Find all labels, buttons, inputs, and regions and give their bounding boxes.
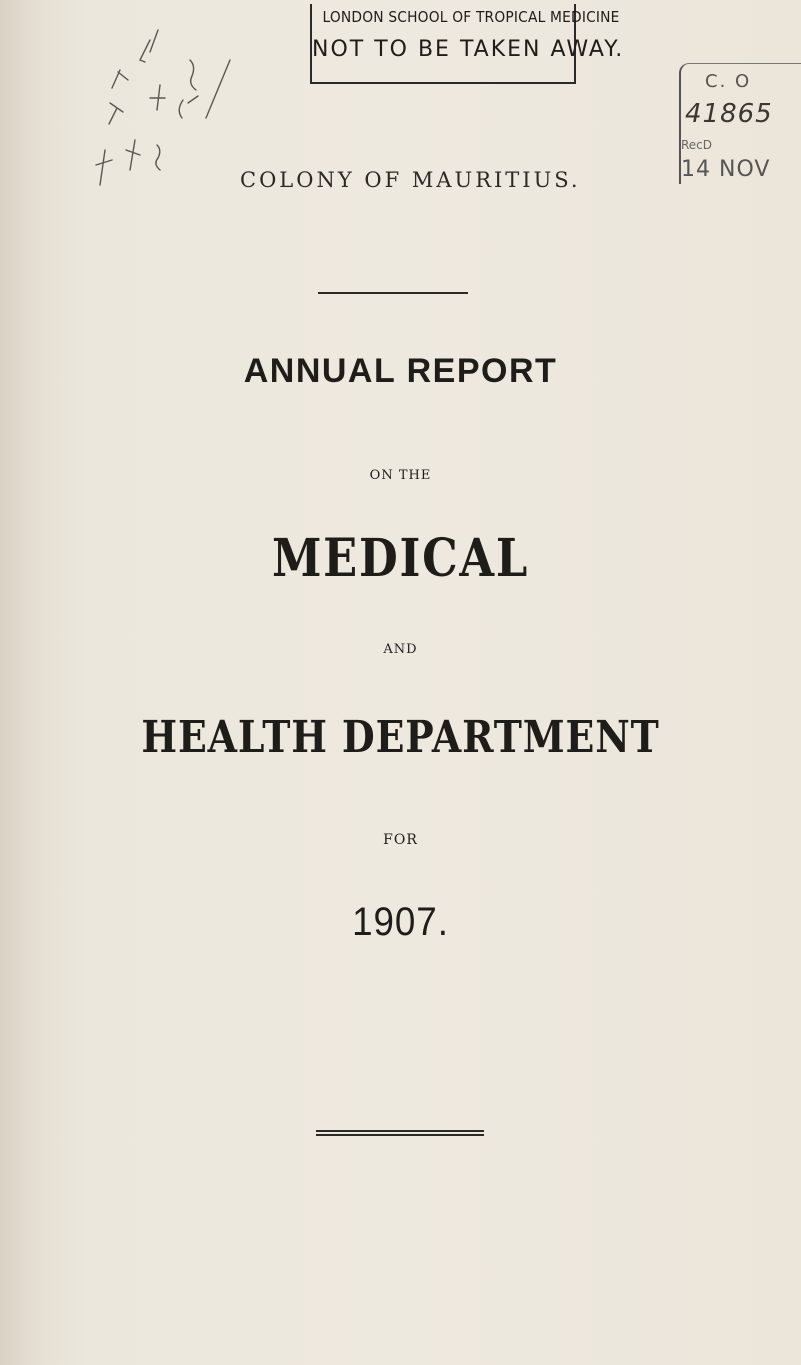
stamp-institution: LONDON SCHOOL OF TROPICAL MEDICINE [322,8,620,26]
accession-stamp [675,63,801,188]
accession-number: 41865 [685,99,773,129]
divider-rule [318,292,468,294]
for-text: FOR [383,832,418,848]
stamp-received: RecD [681,138,713,152]
health-department-heading: HEALTH DEPARTMENT [141,712,660,763]
medical-heading: MEDICAL [271,528,530,589]
report-year: 1907. [352,900,449,944]
library-warning-stamp [310,4,625,84]
double-rule-top [316,1130,484,1132]
stamp-code: C. O [705,71,752,92]
stamp-date: 14 NOV [681,157,771,182]
on-the-text: ON THE [369,468,432,483]
annual-report-heading: ANNUAL REPORT [243,352,558,390]
double-rule-bottom [316,1134,484,1136]
stamp-warning: NOT TO BE TAKEN AWAY. [312,37,625,62]
colony-heading: COLONY OF MAURITIUS. [240,168,581,192]
and-text: AND [383,642,418,657]
